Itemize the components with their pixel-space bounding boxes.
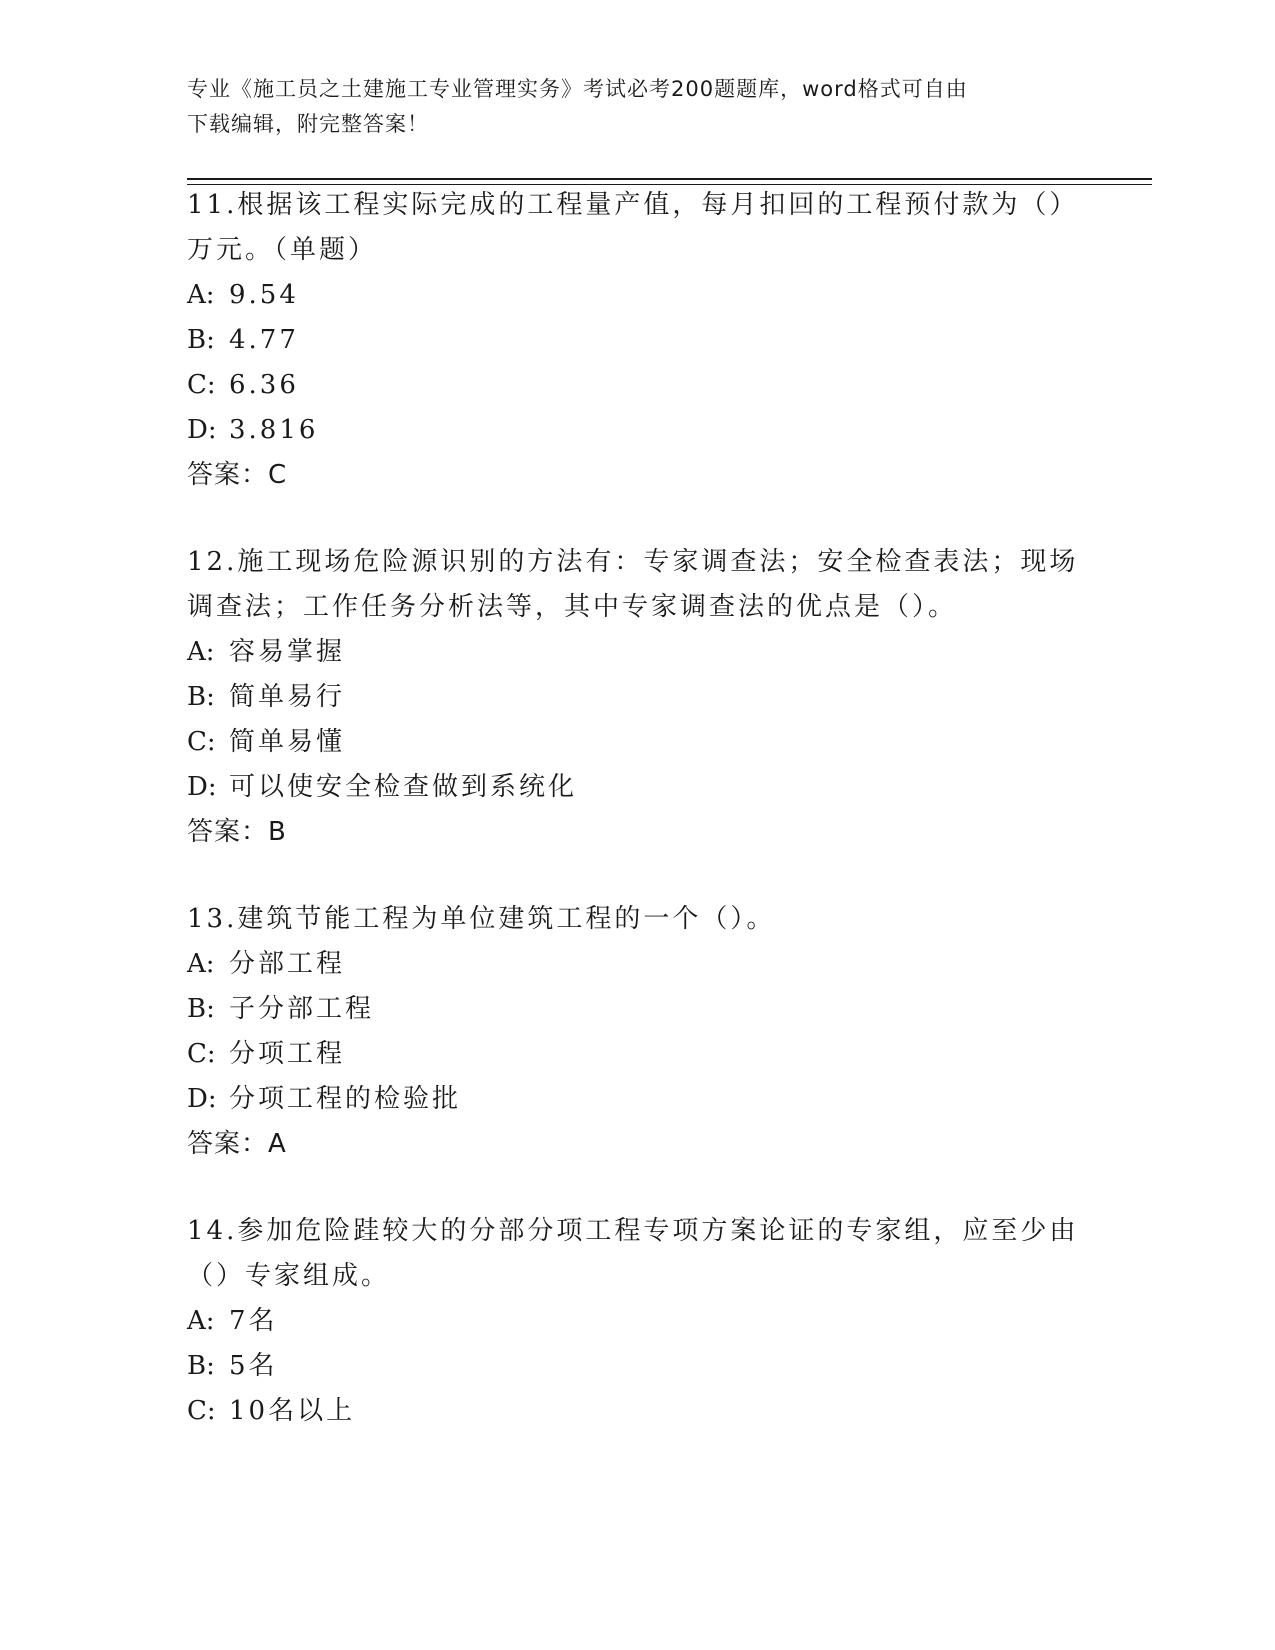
option-letter: C: — [187, 1396, 216, 1426]
question-13 — [187, 897, 1087, 1167]
option-c — [187, 363, 1087, 408]
option-b — [187, 987, 1087, 1032]
header-line-2: 下载编辑，附完整答案！ — [187, 112, 429, 136]
option-letter: D: — [187, 415, 217, 445]
question-stem-line-2: 调查法；工作任务分析法等，其中专家调查法的优点是（）。 — [187, 592, 958, 622]
option-a — [187, 273, 1087, 318]
question-stem-line-2: （）专家组成。 — [187, 1261, 391, 1291]
option-d — [187, 408, 1087, 453]
option-text: 子分部工程 — [229, 994, 375, 1024]
option-a — [187, 630, 1087, 675]
question-stem-line-1: 11.根据该工程实际完成的工程量产值，每月扣回的工程预付款为（） — [187, 190, 1079, 220]
option-text: 分部工程 — [229, 949, 346, 979]
option-letter: A: — [187, 949, 215, 979]
question-12 — [187, 540, 1087, 855]
option-d — [187, 765, 1087, 810]
option-letter: A: — [187, 637, 215, 667]
header-line-1: 专业《施工员之土建施工专业管理实务》考试必考200题题库，word格式可自由 — [187, 77, 968, 101]
question-stem-line-1: 12.施工现场危险源识别的方法有：专家调查法；安全检查表法；现场 — [187, 547, 1079, 577]
option-a — [187, 942, 1087, 987]
document-header — [187, 72, 1067, 142]
option-b — [187, 1344, 1087, 1389]
option-a — [187, 1299, 1087, 1344]
option-c — [187, 720, 1087, 765]
header-divider-thick — [187, 178, 1152, 180]
option-letter: B: — [187, 682, 215, 712]
option-letter: B: — [187, 994, 215, 1024]
option-text: 6.36 — [229, 370, 299, 400]
option-text: 简单易懂 — [229, 727, 346, 757]
question-14 — [187, 1209, 1087, 1434]
question-11 — [187, 183, 1087, 498]
option-text: 10名以上 — [229, 1396, 356, 1426]
option-text: 5名 — [229, 1351, 278, 1381]
option-b — [187, 318, 1087, 363]
option-letter: D: — [187, 1084, 217, 1114]
option-c — [187, 1389, 1087, 1434]
question-stem-line-1: 14.参加危险跬较大的分部分项工程专项方案论证的专家组，应至少由 — [187, 1216, 1079, 1246]
answer-label: 答案：B — [187, 817, 287, 847]
option-text: 3.816 — [229, 415, 319, 445]
option-d — [187, 1077, 1087, 1122]
option-text: 9.54 — [229, 280, 299, 310]
option-letter: A: — [187, 280, 215, 310]
option-text: 4.77 — [229, 325, 299, 355]
answer-label: 答案：C — [187, 460, 288, 490]
question-stem-line-1: 13.建筑节能工程为单位建筑工程的一个（）。 — [187, 904, 776, 934]
option-text: 7名 — [229, 1306, 278, 1336]
option-letter: C: — [187, 727, 216, 757]
option-text: 容易掌握 — [229, 637, 346, 667]
option-text: 分项工程的检验批 — [229, 1084, 462, 1114]
option-text: 可以使安全检查做到系统化 — [229, 772, 578, 802]
option-b — [187, 675, 1087, 720]
option-text: 简单易行 — [229, 682, 346, 712]
option-letter: C: — [187, 370, 216, 400]
option-c — [187, 1032, 1087, 1077]
option-letter: B: — [187, 325, 215, 355]
answer-label: 答案：A — [187, 1129, 287, 1159]
option-text: 分项工程 — [229, 1039, 346, 1069]
option-letter: D: — [187, 772, 217, 802]
option-letter: A: — [187, 1306, 215, 1336]
option-letter: B: — [187, 1351, 215, 1381]
option-letter: C: — [187, 1039, 216, 1069]
question-stem-line-2: 万元。（单题） — [187, 235, 378, 265]
